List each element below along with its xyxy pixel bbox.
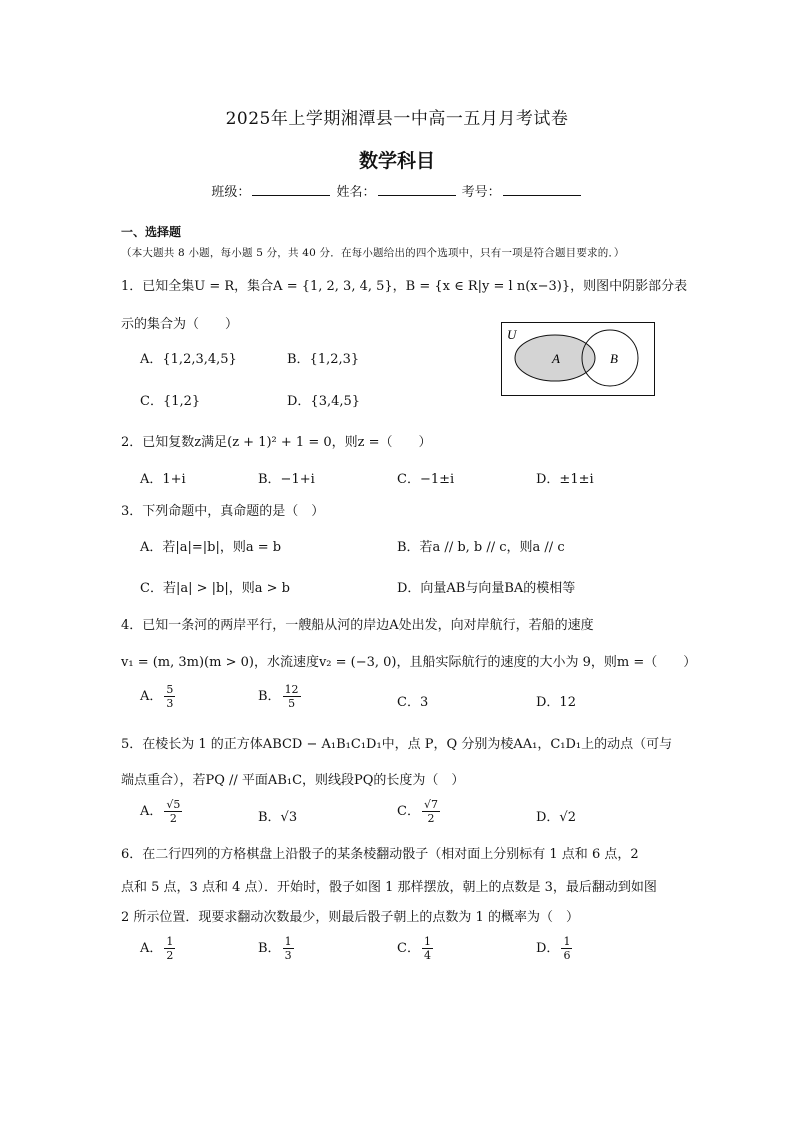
q4-option-a-fraction bbox=[164, 683, 175, 710]
q2-option-a[interactable]: A．1+i bbox=[140, 472, 186, 487]
number-label: 考号： bbox=[461, 185, 501, 200]
q5-option-a-fraction bbox=[164, 798, 182, 825]
name-field[interactable] bbox=[378, 183, 456, 196]
q6-option-b-fraction bbox=[283, 935, 294, 962]
q1-option-b[interactable]: B．{1,2,3} bbox=[287, 352, 360, 367]
denominator: 5 bbox=[288, 697, 296, 710]
denominator: 3 bbox=[166, 697, 174, 710]
numerator: 5 bbox=[166, 683, 174, 696]
q4-line1: 4．已知一条河的两岸平行，一艘船从河的岸边A处出发，向对岸航行，若船的速度 bbox=[121, 618, 594, 633]
q5-option-a[interactable] bbox=[140, 798, 184, 825]
number-field[interactable] bbox=[503, 183, 581, 196]
q1-option-a[interactable]: A．{1,2,3,4,5} bbox=[140, 352, 237, 367]
class-field[interactable] bbox=[252, 183, 330, 196]
q2-option-c[interactable]: C．−1±i bbox=[397, 472, 455, 487]
student-info-line bbox=[0, 181, 794, 200]
q6-option-d-fraction bbox=[561, 935, 572, 962]
q3-stem: 3．下列命题中，真命题的是（ ） bbox=[121, 504, 325, 519]
q4-option-d[interactable]: D．12 bbox=[536, 695, 576, 710]
q6-line3: 2 所示位置．现要求翻动次数最少，则最后骰子朝上的点数为 1 的概率为（ ） bbox=[121, 910, 579, 925]
q6-option-a-label: A． bbox=[140, 941, 163, 956]
venn-label-a: A bbox=[552, 351, 560, 366]
q1-line2: 示的集合为（ ） bbox=[121, 317, 239, 332]
section-note: （本大题共 8 小题，每小题 5 分，共 40 分．在每小题给出的四个选项中，只有一项是符合题目要求的．） bbox=[121, 247, 625, 259]
venn-label-u: U bbox=[507, 327, 517, 342]
exam-title: 2025年上学期湘潭县一中高一五月月考试卷 bbox=[225, 109, 569, 129]
venn-diagram bbox=[501, 322, 655, 396]
q4-option-b-fraction bbox=[283, 683, 301, 710]
q4-option-a[interactable] bbox=[140, 683, 177, 710]
denominator: 2 bbox=[169, 812, 177, 825]
denominator: 6 bbox=[563, 949, 571, 962]
q5-option-c-fraction bbox=[422, 798, 440, 825]
q6-option-b-label: B． bbox=[258, 941, 281, 956]
q1-option-c[interactable]: C．{1,2} bbox=[140, 394, 201, 409]
q6-option-a-fraction bbox=[164, 935, 175, 962]
numerator: 1 bbox=[423, 935, 431, 948]
q4-option-b[interactable] bbox=[258, 683, 303, 710]
q6-option-b[interactable] bbox=[258, 935, 296, 962]
q5-option-d[interactable]: D．√2 bbox=[536, 810, 576, 825]
q5-option-a-label: A． bbox=[140, 804, 163, 819]
denominator: 2 bbox=[427, 812, 435, 825]
class-label: 班级： bbox=[211, 185, 251, 200]
q5-option-c-label: C． bbox=[397, 804, 420, 819]
numerator: 1 bbox=[284, 935, 292, 948]
section-heading bbox=[121, 222, 681, 263]
q5-option-c[interactable] bbox=[397, 798, 442, 825]
q5-line2: 端点重合），若PQ // 平面AB₁C，则线段PQ的长度为（ ） bbox=[121, 773, 465, 788]
numerator: √5 bbox=[166, 798, 181, 811]
q3-option-d[interactable]: D．向量AB与向量BA的模相等 bbox=[397, 581, 576, 596]
section-title: 一、选择题 bbox=[121, 225, 182, 239]
numerator: 1 bbox=[166, 935, 174, 948]
q4-line2: v₁ = (m, 3m)(m > 0)，水流速度v₂ = (−3, 0)，且船实际航行的速度的大小为 9，则m =（ ） bbox=[121, 655, 697, 670]
q6-option-c-label: C． bbox=[397, 941, 420, 956]
denominator: 2 bbox=[166, 949, 174, 962]
q6-option-c-fraction bbox=[422, 935, 433, 962]
q4-option-a-label: A． bbox=[140, 689, 163, 704]
numerator: √7 bbox=[423, 798, 438, 811]
q1-line1: 1．已知全集U = R，集合A = {1, 2, 3, 4, 5}，B = {x ∈ R|y = l n(x−3)}，则图中阴影部分表 bbox=[121, 279, 688, 294]
venn-label-b: B bbox=[610, 351, 618, 366]
q6-option-a[interactable] bbox=[140, 935, 177, 962]
q3-option-b[interactable]: B．若a // b, b // c，则a // c bbox=[397, 540, 565, 555]
denominator: 4 bbox=[423, 949, 431, 962]
q4-option-b-label: B． bbox=[258, 689, 281, 704]
numerator: 1 bbox=[563, 935, 571, 948]
q2-option-d[interactable]: D．±1±i bbox=[536, 472, 594, 487]
q6-option-c[interactable] bbox=[397, 935, 435, 962]
q3-option-c[interactable]: C．若|a| > |b|，则a > b bbox=[140, 581, 290, 596]
q2-option-b[interactable]: B．−1+i bbox=[258, 472, 315, 487]
numerator: 12 bbox=[284, 683, 299, 696]
q5-line1: 5．在棱长为 1 的正方体ABCD − A₁B₁C₁D₁中，点 P，Q 分别为棱AA₁，C₁D₁上的动点（可与 bbox=[121, 737, 673, 752]
q1-option-d[interactable]: D．{3,4,5} bbox=[287, 394, 361, 409]
q6-line2: 点和 5 点，3 点和 4 点）．开始时，骰子如图 1 那样摆放，朝上的点数是 3，最后翻动到如图 bbox=[121, 880, 657, 895]
q6-option-d-label: D． bbox=[536, 941, 560, 956]
q5-option-b[interactable]: B．√3 bbox=[258, 810, 298, 825]
q2-stem: 2．已知复数z满足(z + 1)² + 1 = 0，则z =（ ） bbox=[121, 435, 432, 450]
subject-title: 数学科目 bbox=[358, 150, 435, 172]
venn-svg bbox=[502, 323, 654, 395]
q6-line1: 6．在二行四列的方格棋盘上沿骰子的某条棱翻动骰子（相对面上分别标有 1 点和 6 点，2 bbox=[121, 847, 639, 862]
denominator: 3 bbox=[284, 949, 292, 962]
name-label: 姓名： bbox=[336, 185, 376, 200]
q6-option-d[interactable] bbox=[536, 935, 574, 962]
q3-option-a[interactable]: A．若|a|=|b|，则a = b bbox=[140, 540, 282, 555]
q4-option-c[interactable]: C．3 bbox=[397, 695, 429, 710]
